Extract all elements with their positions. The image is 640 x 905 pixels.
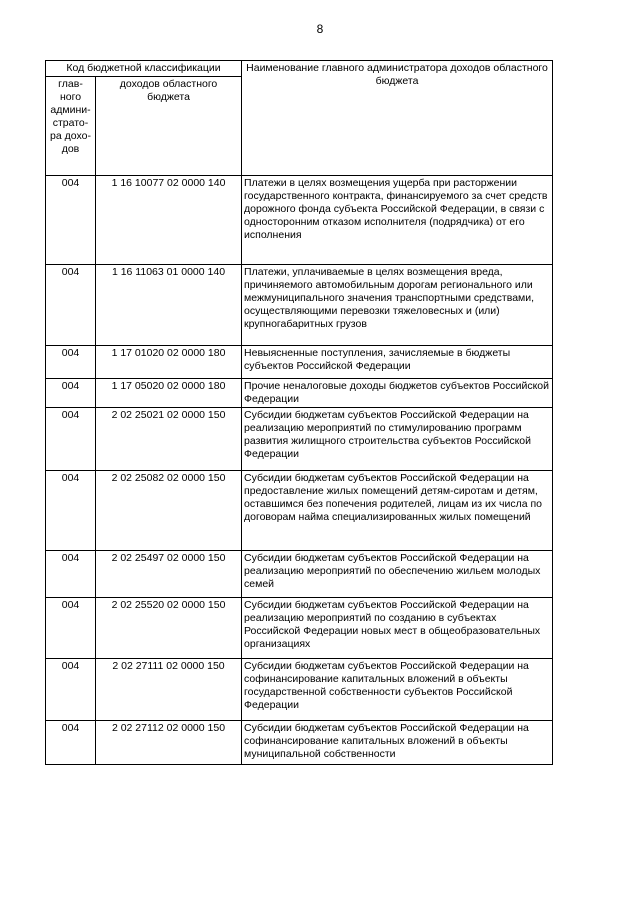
table-body: [46, 176, 553, 765]
cell-income-code: 2 02 27112 02 0000 150: [96, 721, 242, 765]
cell-administrator-code: 004: [46, 551, 96, 598]
cell-income-name: Субсидии бюджетам субъектов Российской Федерации на софинансирование капитальных вложений в объекты государственной собственности субъектов Российской Федерации: [242, 659, 553, 721]
cell-income-name: Субсидии бюджетам субъектов Российской Федерации на софинансирование капитальных вложений в объекты муниципальной собственности: [242, 721, 553, 765]
page-number: 8: [316, 22, 324, 36]
cell-income-code: 1 16 10077 02 0000 140: [96, 176, 242, 265]
cell-income-code: 2 02 25497 02 0000 150: [96, 551, 242, 598]
cell-income-name: Субсидии бюджетам субъектов Российской Федерации на реализацию мероприятий по созданию в субъектах Российской Федерации новых мест в общеобразовательных организациях: [242, 598, 553, 659]
header-main-administrator: глав-ного админи-страто-ра дохо-дов: [46, 77, 96, 176]
table-row: [46, 176, 553, 265]
cell-administrator-code: 004: [46, 598, 96, 659]
cell-income-name: Субсидии бюджетам субъектов Российской Федерации на реализацию мероприятий по стимулированию программ развития жилищного строительства субъектов Российской Федерации: [242, 408, 553, 471]
cell-income-name: Платежи в целях возмещения ущерба при расторжении государственного контракта, финансируемого за счет средств дорожного фонда субъекта Российской Федерации, в связи с односторонним отказом исполнителя (подрядчика) от его исполнения: [242, 176, 553, 265]
cell-income-name: Платежи, уплачиваемые в целях возмещения вреда, причиняемого автомобильным дорогам регионального или межмуниципального значения транспортными средствами, осуществляющими перевозки тяжеловесных и (или) крупногабаритных грузов: [242, 265, 553, 346]
cell-administrator-code: 004: [46, 471, 96, 551]
cell-income-code: 2 02 25082 02 0000 150: [96, 471, 242, 551]
cell-administrator-code: 004: [46, 176, 96, 265]
cell-income-code: 2 02 25021 02 0000 150: [96, 408, 242, 471]
cell-income-name: Субсидии бюджетам субъектов Российской Федерации на реализацию мероприятий по обеспечению жильем молодых семей: [242, 551, 553, 598]
cell-income-code: 1 17 05020 02 0000 180: [96, 379, 242, 408]
cell-administrator-code: 004: [46, 659, 96, 721]
table-row: [46, 471, 553, 551]
cell-income-name: Субсидии бюджетам субъектов Российской Федерации на предоставление жилых помещений детям-сиротам и детям, оставшимся без попечения родителей, лицам из их числа по договорам найма специализированных жилых помещений: [242, 471, 553, 551]
table-row: [46, 598, 553, 659]
table-row: [46, 379, 553, 408]
cell-income-code: 2 02 25520 02 0000 150: [96, 598, 242, 659]
header-budget-classification-code: Код бюджетной классификации: [46, 61, 242, 77]
table-header-row-group: [46, 61, 553, 77]
budget-classification-table: [45, 60, 553, 765]
cell-income-code: 1 17 01020 02 0000 180: [96, 346, 242, 379]
cell-administrator-code: 004: [46, 408, 96, 471]
cell-income-name: Прочие неналоговые доходы бюджетов субъектов Российской Федерации: [242, 379, 553, 408]
table-row: [46, 408, 553, 471]
cell-administrator-code: 004: [46, 346, 96, 379]
cell-income-code: 1 16 11063 01 0000 140: [96, 265, 242, 346]
cell-income-name: Невыясненные поступления, зачисляемые в бюджеты субъектов Российской Федерации: [242, 346, 553, 379]
table-row: [46, 551, 553, 598]
cell-administrator-code: 004: [46, 379, 96, 408]
cell-income-code: 2 02 27111 02 0000 150: [96, 659, 242, 721]
cell-administrator-code: 004: [46, 265, 96, 346]
header-regional-budget-income: доходов областного бюджета: [96, 77, 242, 176]
table-row: [46, 265, 553, 346]
header-administrator-name: Наименование главного администратора доходов областного бюджета: [242, 61, 553, 176]
table-row: [46, 346, 553, 379]
cell-administrator-code: 004: [46, 721, 96, 765]
table-row: [46, 659, 553, 721]
table-row: [46, 721, 553, 765]
